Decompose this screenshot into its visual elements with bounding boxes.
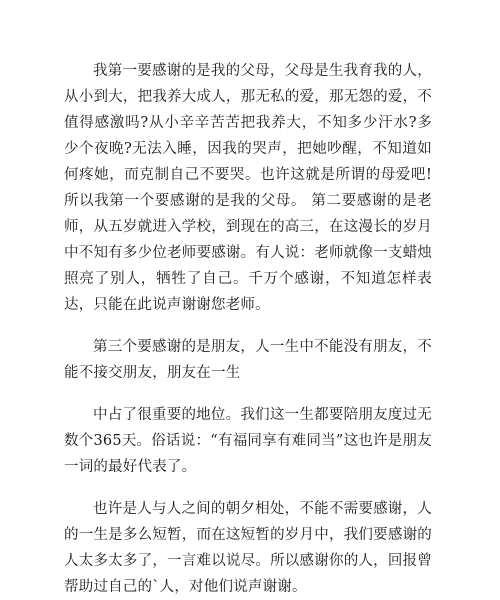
paragraph-friends-importance: 中占了很重要的地位。我们这一生都要陪朋友度过无数个365天。俗话说：“有福同享有难同当”这也许是朋友一词的最好代表了。 — [64, 407, 432, 475]
paragraph-friends-intro: 第三个要感谢的是朋友，人一生中不能没有朋友，不能不接交朋友，朋友在一生 — [64, 339, 432, 381]
paragraph-parents-teachers: 我第一要感谢的是我的父母，父母是生我育我的人，从小到大，把我养大成人，那无私的爱，那无怨的爱，不值得感激吗?从小辛辛苦苦把我养大，不知多少汗水?多少个夜晚?无法入睡，因我的哭声，把她吵醒，不知道如何疼她，而克制自己不要哭。也许这就是所谓的母爱吧!所以我第一个要感谢的是我的父母。 第二要感谢的是老师，从五岁就进入学校，到现在的高三，在这漫长的岁月中不知有多少位老师要感谢。有人说：老师就像一支蜡烛照亮了别人，牺牲了自己。千万个感谢，不知道怎样表达，只能在此说声谢谢您老师。 — [64, 63, 432, 313]
paragraph-gratitude-closing: 也许是人与人之间的朝夕相处，不能不需要感谢，人的一生是多么短暂，而在这短暂的岁月中，我们要感谢的人太多太多了，一言难以说尽。所以感谢你的人，回报曾帮助过自己的`人，对他们说声谢谢。 — [64, 501, 432, 595]
document-body — [64, 58, 432, 600]
